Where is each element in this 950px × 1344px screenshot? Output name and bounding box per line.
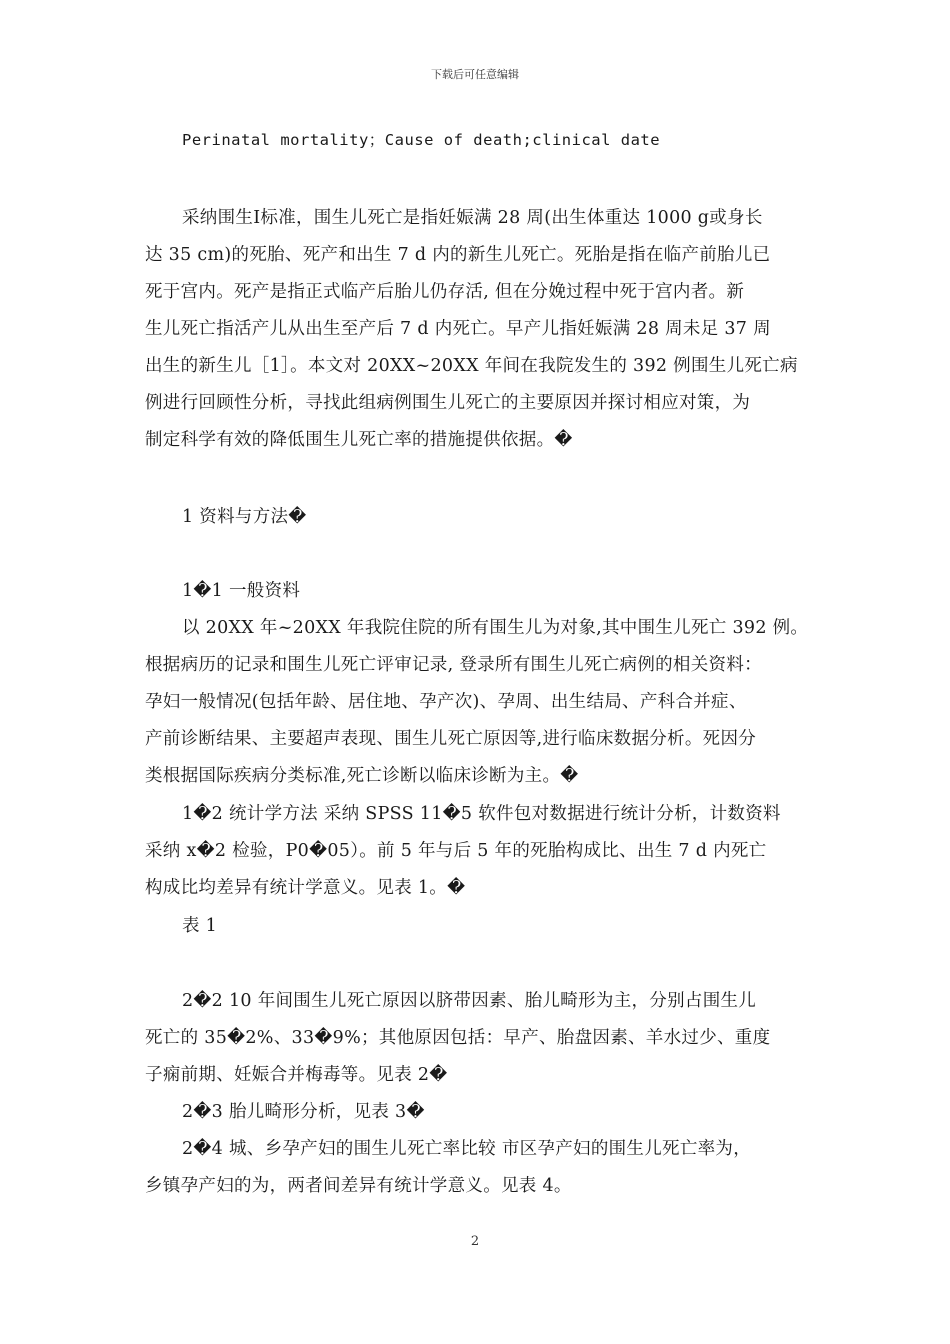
table-label: 表 1 — [182, 916, 218, 936]
intro-line: 出生的新生儿［1］。本文对 20XX~20XX 年间在我院发生的 392 例围生儿死亡病 — [145, 356, 798, 376]
intro-line: 生儿死亡指活产儿从出生至产后 7 d 内死亡。早产儿指妊娠满 28 周未足 37 周 — [145, 319, 771, 339]
paragraph-line: 产前诊断结果、主要超声表现、围生儿死亡原因等,进行临床数据分析。死因分 — [145, 729, 757, 749]
paragraph-line: 子痫前期、妊娠合并梅毒等。见表 2� — [145, 1065, 448, 1085]
intro-line: 制定科学有效的降低围生儿死亡率的措施提供依据。� — [145, 430, 573, 450]
paragraph-line: 以 20XX 年~20XX 年我院住院的所有围生儿为对象,其中围生儿死亡 392 例。 — [182, 618, 809, 638]
intro-line: 达 35 cm)的死胎、死产和出生 7 d 内的新生儿死亡。死胎是指在临产前胎儿已 — [145, 245, 771, 265]
paragraph-line: 乡镇孕产妇的为，两者间差异有统计学意义。见表 4。 — [145, 1176, 572, 1196]
english-keywords: Perinatal mortality；Cause of death;clinical date — [182, 131, 661, 149]
paragraph-line: 采纳 x�2 检验，P0�05）。前 5 年与后 5 年的死胎构成比、出生 7 d 内死亡 — [145, 841, 767, 861]
paragraph-line: 2�4 城、乡孕产妇的围生儿死亡率比较 市区孕产妇的围生儿死亡率为， — [182, 1139, 752, 1159]
paragraph-line: 2�2 10 年间围生儿死亡原因以脐带因素、胎儿畸形为主，分别占围生儿 — [182, 991, 757, 1011]
section-heading: 1 资料与方法� — [182, 507, 307, 527]
subsection-heading: 1�1 一般资料 — [182, 581, 301, 601]
intro-line: 例进行回顾性分析，寻找此组病例围生儿死亡的主要原因并探讨相应对策，为 — [145, 393, 751, 413]
paragraph-line: 构成比均差异有统计学意义。见表 1。� — [145, 878, 466, 898]
paragraph-line: 类根据国际疾病分类标准,死亡诊断以临床诊断为主。� — [145, 766, 579, 786]
paragraph-line: 2�3 胎儿畸形分析，见表 3� — [182, 1102, 425, 1122]
page-header: 下载后可任意编辑 — [431, 68, 519, 81]
page-number: 2 — [470, 1234, 480, 1249]
paragraph-line: 孕妇一般情况(包括年龄、居住地、孕产次)、孕周、出生结局、产科合并症、 — [145, 692, 747, 712]
intro-line: 死于宫内。死产是指正式临产后胎儿仍存活, 但在分娩过程中死于宫内者。新 — [145, 282, 745, 302]
intro-line: 采纳围生Ⅰ标准，围生儿死亡是指妊娠满 28 周(出生体重达 1000 g或身长 — [182, 208, 763, 228]
paragraph-line: 1�2 统计学方法 采纳 SPSS 11�5 软件包对数据进行统计分析，计数资料 — [182, 804, 781, 824]
paragraph-line: 根据病历的记录和围生儿死亡评审记录, 登录所有围生儿死亡病例的相关资料： — [145, 655, 762, 675]
paragraph-line: 死亡的 35�2%、33�9%；其他原因包括：早产、胎盘因素、羊水过少、重度 — [145, 1028, 771, 1048]
